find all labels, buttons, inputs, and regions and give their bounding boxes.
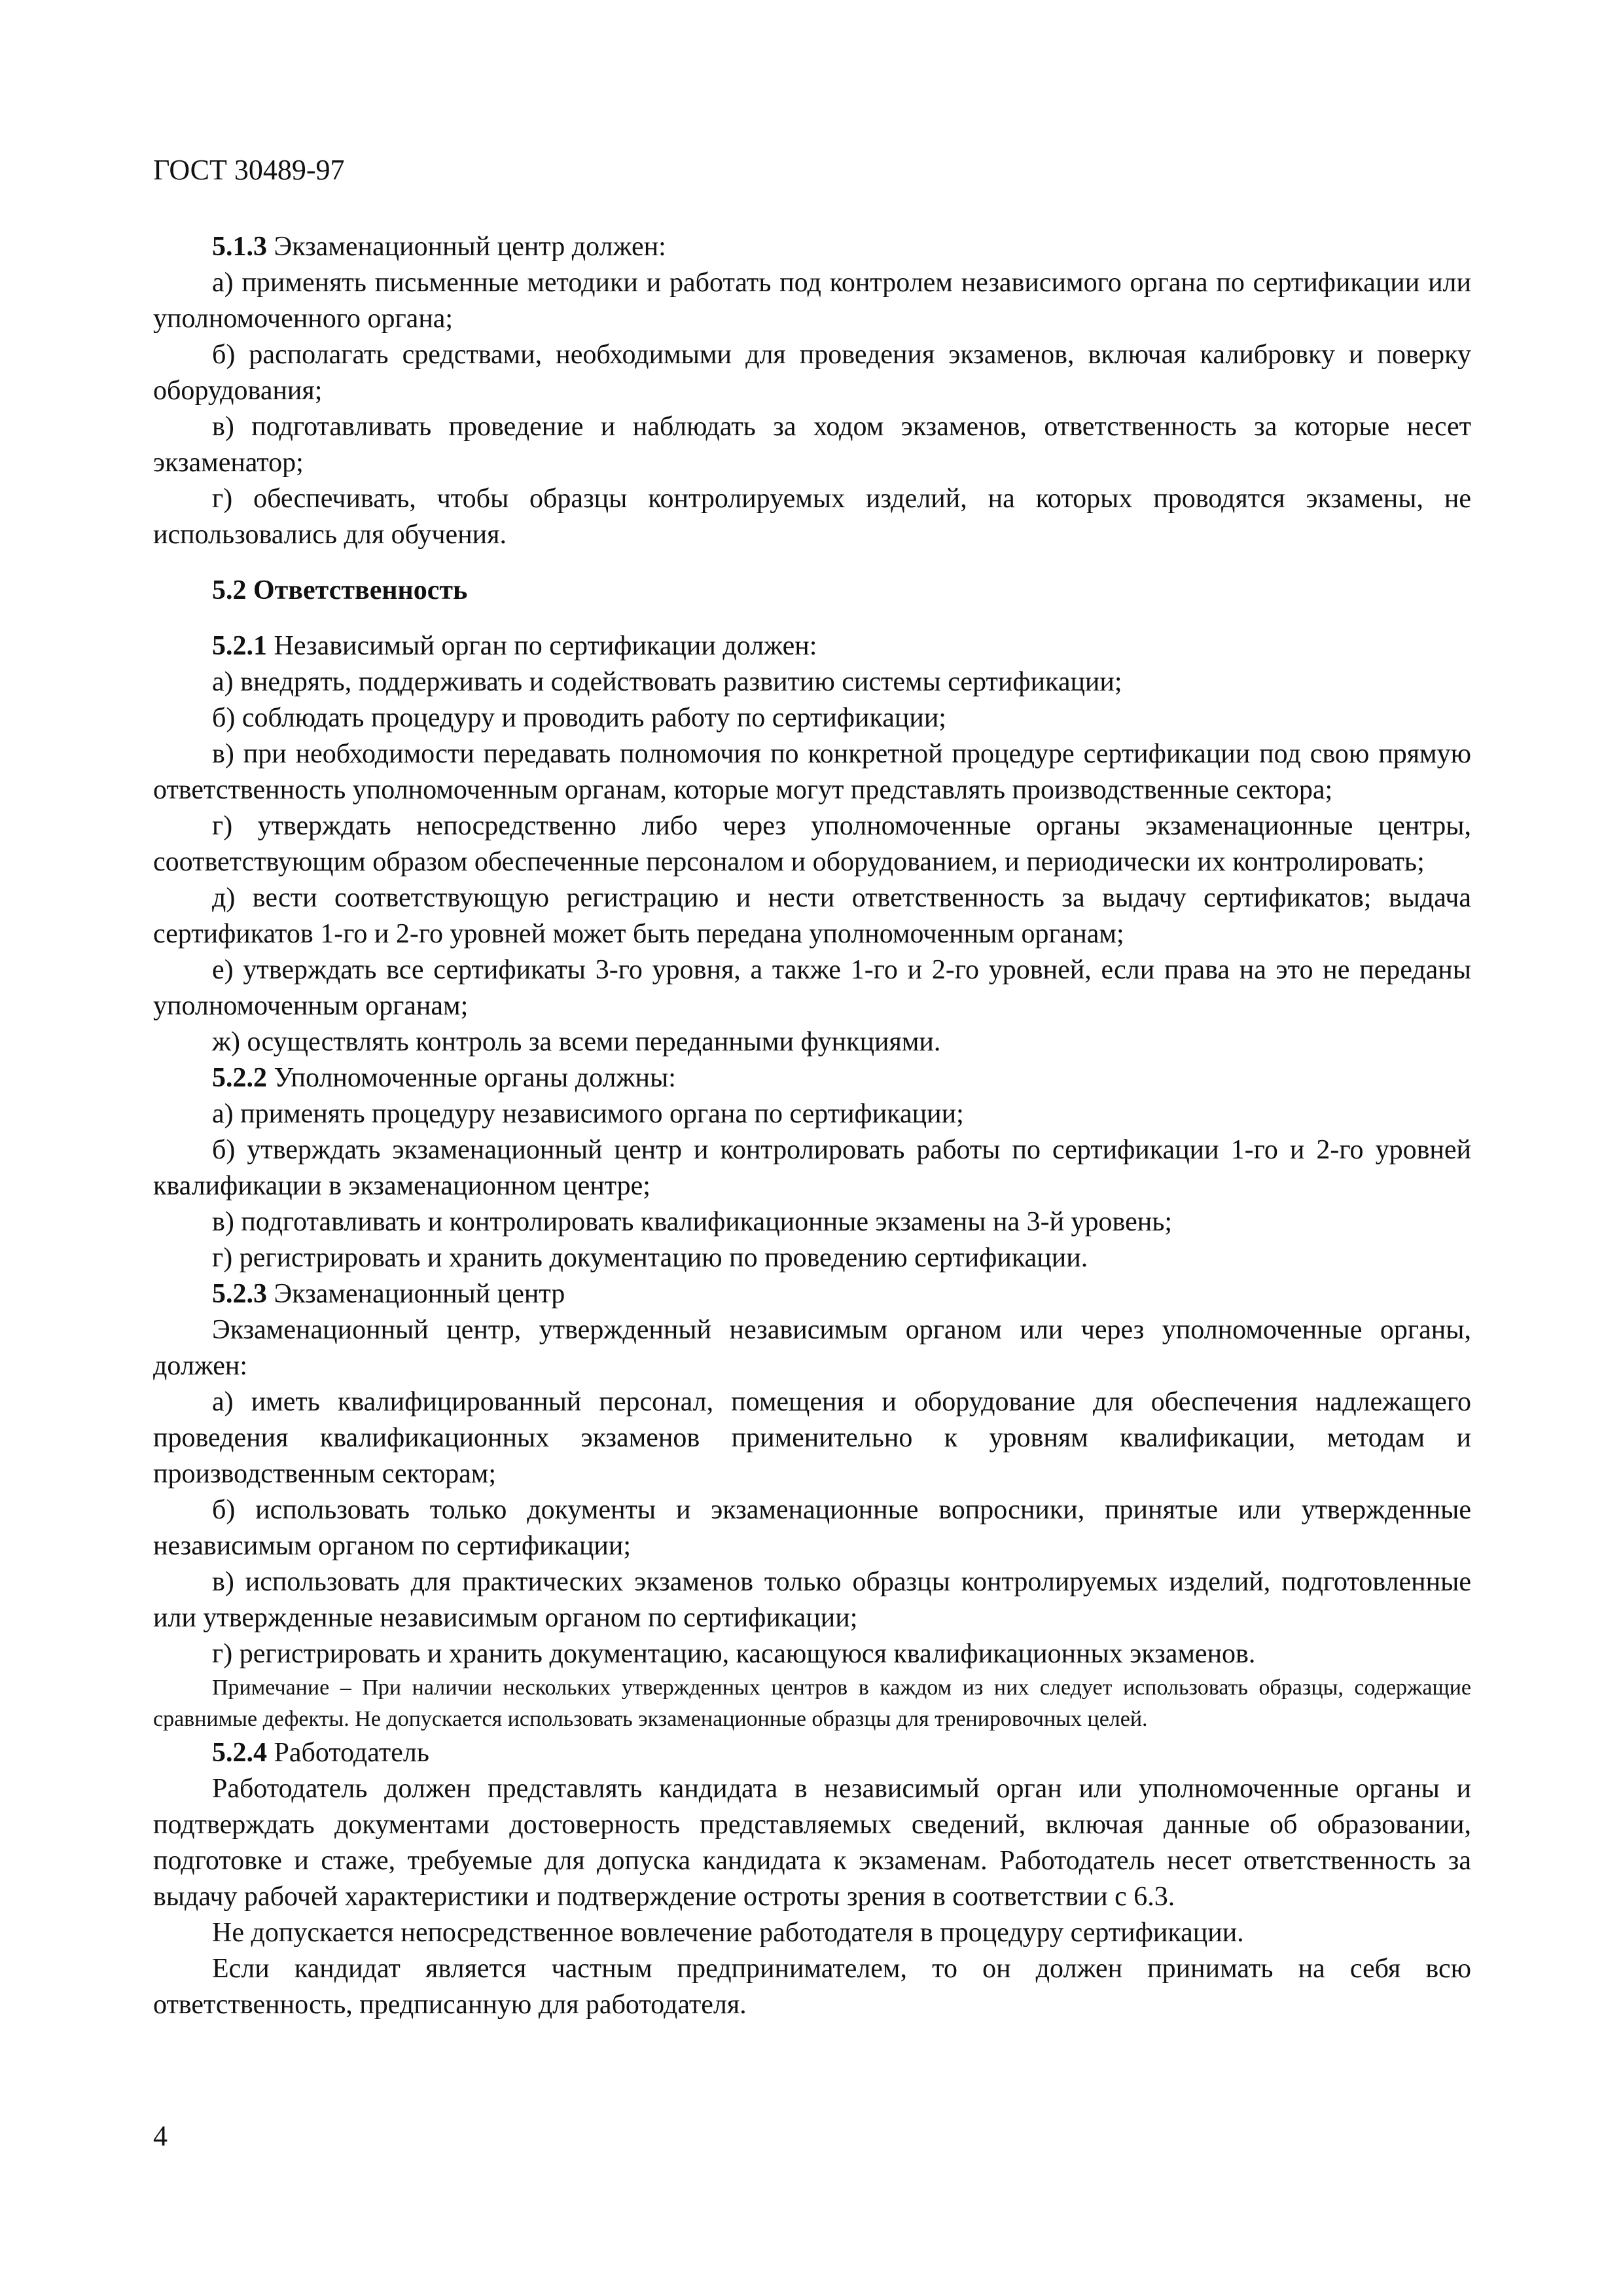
clause-intro: Экзаменационный центр, утвержденный независимым органом или через уполномоченные органы, должен: [153, 1315, 1471, 1381]
clause-number: 5.2.4 [212, 1738, 267, 1768]
list-item: г) регистрировать и хранить документацию по проведению сертификации. [212, 1243, 1088, 1273]
clause-5-2-1-title [153, 628, 1471, 664]
document-code: ГОСТ 30489-97 [153, 154, 345, 186]
clause-title: Экзаменационный центр должен: [267, 232, 666, 262]
list-item: б) утверждать экзаменационный центр и контролировать работы по сертификации 1-го и 2-го уровней квалификации в экзаменационном центре; [153, 1135, 1471, 1201]
clause-5-2-4-title [153, 1735, 1471, 1771]
note: Примечание – При наличии нескольких утвержденных центров в каждом из них следует использовать образцы, содержащие сравнимые дефекты. Не допускается использовать экзаменационные образцы для тренировочных целей. [153, 1676, 1471, 1731]
list-item: а) внедрять, поддерживать и содействовать развитию системы сертификации; [212, 667, 1122, 697]
clause-title: Работодатель [267, 1738, 429, 1768]
clause-title: Уполномоченные органы должны: [267, 1063, 676, 1093]
list-item: е) утверждать все сертификаты 3-го уровня, а также 1-го и 2-го уровней, если права на это не переданы уполномоченным органам; [153, 955, 1471, 1021]
list-item: в) при необходимости передавать полномочия по конкретной процедуре сертификации под свою прямую ответственность уполномоченным органам, которые могут представлять производственные сектора; [153, 739, 1471, 805]
paragraph: Не допускается непосредственное вовлечение работодателя в процедуру сертификации. [212, 1918, 1244, 1948]
clause-5-2-2-title [153, 1060, 1471, 1096]
list-item: б) соблюдать процедуру и проводить работу по сертификации; [212, 703, 946, 733]
clause-5-2-3-title [153, 1276, 1471, 1312]
clause-number: 5.2.1 [212, 631, 267, 661]
list-item: г) обеспечивать, чтобы образцы контролируемых изделий, на которых проводятся экзамены, не использовались для обучения. [153, 484, 1471, 550]
clause-number: 5.2.3 [212, 1279, 267, 1309]
list-item: а) иметь квалифицированный персонал, помещения и оборудование для обеспечения надлежащего проведения квалификационных экзаменов применительно к уровням квалификации, методам и производственным секторам; [153, 1387, 1471, 1489]
clause-title: Экзаменационный центр [267, 1279, 565, 1309]
list-item: д) вести соответствующую регистрацию и нести ответственность за выдачу сертификатов; выдача сертификатов 1-го и 2-го уровней может быть передана уполномоченным органам; [153, 883, 1471, 949]
section-heading: 5.2 Ответственность [212, 575, 468, 605]
paragraph: Если кандидат является частным предпринимателем, то он должен принимать на себя всю ответственность, предписанную для работодателя. [153, 1954, 1471, 2020]
clause-number: 5.1.3 [212, 232, 267, 262]
clause-5-1-3-title [153, 229, 1471, 265]
clause-number: 5.2.2 [212, 1063, 267, 1093]
document-body [153, 229, 1471, 2023]
list-item: в) подготавливать и контролировать квалификационные экзамены на 3-й уровень; [212, 1207, 1173, 1237]
list-item: а) применять письменные методики и работать под контролем независимого органа по сертификации или уполномоченного органа; [153, 268, 1471, 334]
list-item: г) регистрировать и хранить документацию, касающуюся квалификационных экзаменов. [212, 1639, 1256, 1669]
list-item: в) подготавливать проведение и наблюдать за ходом экзаменов, ответственность за которые несет экзаменатор; [153, 412, 1471, 478]
clause-title: Независимый орган по сертификации должен: [267, 631, 817, 661]
list-item: а) применять процедуру независимого органа по сертификации; [212, 1099, 964, 1129]
list-item: б) использовать только документы и экзаменационные вопросники, принятые или утвержденные независимым органом по сертификации; [153, 1495, 1471, 1561]
list-item: г) утверждать непосредственно либо через уполномоченные органы экзаменационные центры, соответствующим образом обеспеченные персоналом и оборудованием, и периодически их контролировать; [153, 811, 1471, 877]
paragraph: Работодатель должен представлять кандидата в независимый орган или уполномоченные органы и подтверждать документами достоверность представляемых сведений, включая данные об образовании, подготовке и стаже, требуемые для допуска кандидата к экзаменам. Работодатель несет ответственность за выдачу рабочей характеристики и подтверждение остроты зрения в соответствии с 6.3. [153, 1774, 1471, 1912]
list-item: ж) осуществлять контроль за всеми переданными функциями. [212, 1027, 941, 1057]
list-item: б) располагать средствами, необходимыми для проведения экзаменов, включая калибровку и поверку оборудования; [153, 340, 1471, 406]
page-number: 4 [153, 2120, 168, 2152]
list-item: в) использовать для практических экзаменов только образцы контролируемых изделий, подготовленные или утвержденные независимым органом по сертификации; [153, 1567, 1471, 1633]
